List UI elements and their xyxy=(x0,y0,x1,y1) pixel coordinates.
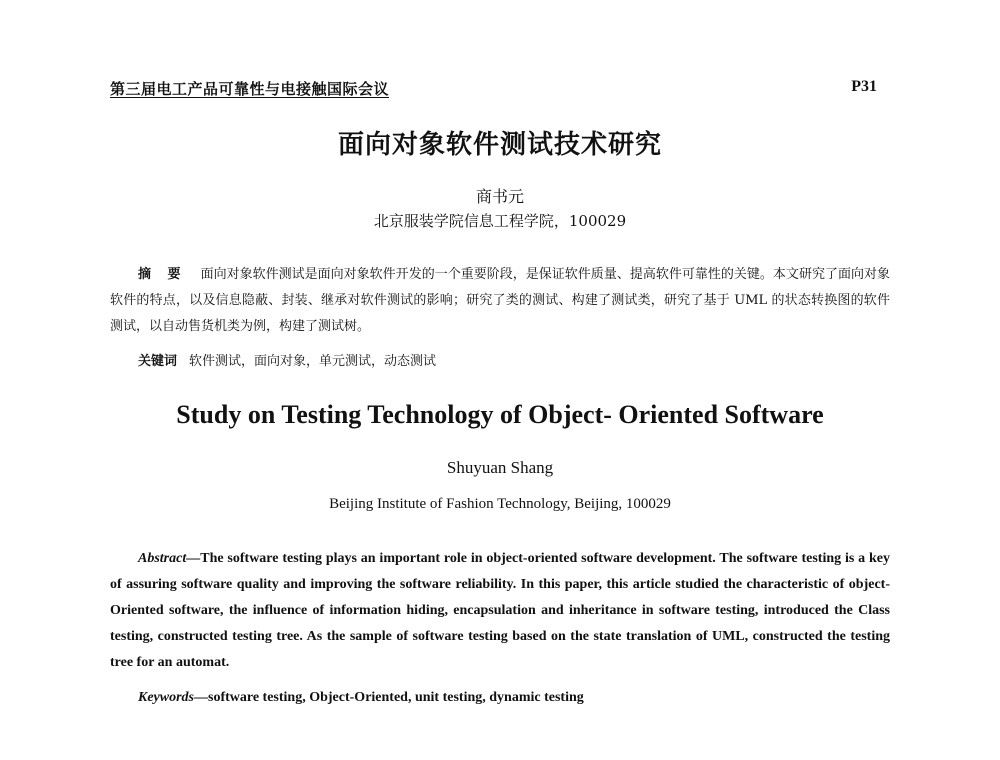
english-abstract-label: Abstract— xyxy=(138,551,201,566)
english-abstract xyxy=(110,546,890,676)
english-abstract-text: The software testing plays an important role in object-oriented software development. The software testing is a key of assuring software quality and improving the software reliability. In this paper, this article studied the characteristic of object-Oriented software, the influence of information hiding, encapsulation and inheritance in software testing, introduced the Class testing, constructed testing tree. As the sample of software testing based on the state translation of UML, constructed the testing tree for an automat. xyxy=(110,551,890,670)
english-keywords-label: Keywords— xyxy=(138,690,208,705)
chinese-affiliation: 北京服装学院信息工程学院，100029 xyxy=(373,212,627,230)
chinese-abstract-text: 面向对象软件测试是面向对象软件开发的一个重要阶段，是保证软件质量、提高软件可靠性的关键。本文研究了面向对象软件的特点，以及信息隐蔽、封装、继承对软件测试的影响；研究了类的测试、构建了测试类，研究了基于 UML 的状态转换图的软件测试，以自动售货机类为例，构建了测试树。 xyxy=(110,267,890,334)
chinese-title: 面向对象软件测试技术研究 xyxy=(337,130,662,160)
chinese-keywords xyxy=(138,350,436,369)
chinese-abstract-label: 摘 要 xyxy=(138,267,187,282)
english-affiliation: Beijing Institute of Fashion Technology, Beijing, 100029 xyxy=(329,496,671,512)
chinese-abstract xyxy=(110,262,890,340)
english-author: Shuyuan Shang xyxy=(446,458,554,477)
chinese-keywords-label: 关键词 xyxy=(138,354,178,369)
english-keywords xyxy=(138,690,584,706)
english-title: Study on Testing Technology of Object- Oriented Software xyxy=(176,400,824,429)
chinese-keywords-text: 软件测试，面向对象，单元测试，动态测试 xyxy=(189,354,437,369)
conference-header: 第三届电工产品可靠性与电接触国际会议 xyxy=(110,80,390,98)
chinese-author: 商书元 xyxy=(475,187,524,206)
english-keywords-text: software testing, Object-Oriented, unit testing, dynamic testing xyxy=(208,690,584,705)
page-number: P31 xyxy=(851,78,877,95)
